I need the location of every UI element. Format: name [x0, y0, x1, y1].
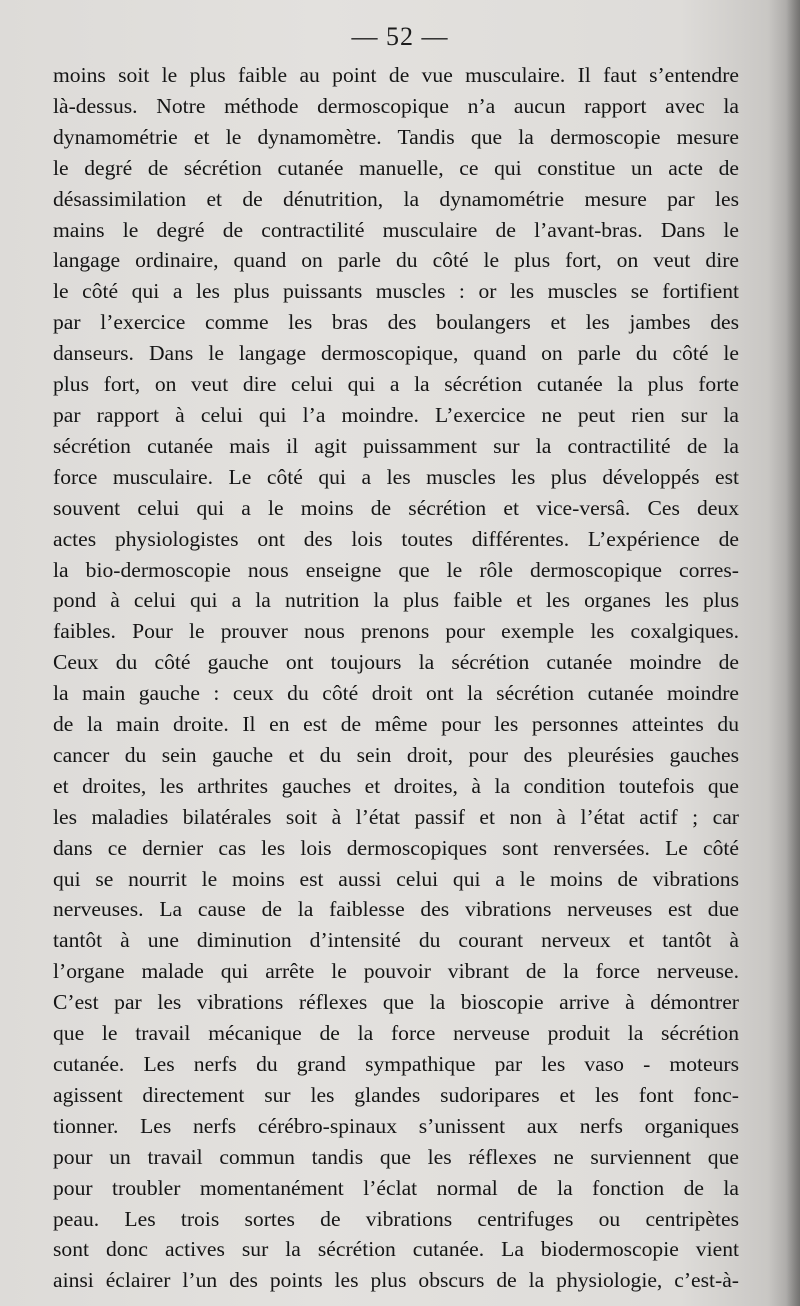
text-line: C’est par les vibrations réflexes que la bioscopie arrive à démontrer	[53, 990, 739, 1015]
text-line: mains le degré de contractilité musculaire de l’avant-bras. Dans le	[53, 217, 739, 242]
text-line: pour un travail commun tandis que les réflexes ne surviennent que	[53, 1144, 739, 1169]
text-line: actes physiologistes ont des lois toutes différentes. L’expérience de	[53, 526, 739, 551]
text-line: sont donc actives sur la sécrétion cutanée. La biodermoscopie vient	[53, 1237, 739, 1262]
text-line: cancer du sein gauche et du sein droit, pour des pleurésies gauches	[53, 742, 739, 767]
text-line: tantôt à une diminution d’intensité du courant nerveux et tantôt à	[53, 928, 739, 953]
text-line: qui se nourrit le moins est aussi celui qui a le moins de vibrations	[53, 866, 739, 891]
text-line: que le travail mécanique de la force nerveuse produit la sécrétion	[53, 1021, 739, 1046]
page-number: — 52 —	[351, 22, 449, 51]
text-line: dans ce dernier cas les lois dermoscopiques sont renversées. Le côté	[53, 835, 739, 860]
page-edge-shadow	[786, 0, 800, 1306]
text-line: souvent celui qui a le moins de sécrétion et vice-versâ. Ces deux	[53, 495, 739, 520]
text-line: force musculaire. Le côté qui a les muscles les plus développés est	[53, 464, 739, 489]
text-line: le côté qui a les plus puissants muscles : or les muscles se fortifient	[53, 279, 739, 304]
text-line: dynamométrie et le dynamomètre. Tandis que la dermoscopie mesure	[53, 124, 739, 149]
text-line: ainsi éclairer l’un des points les plus obscurs de la physiologie, c’est-à-	[53, 1268, 739, 1293]
text-line: langage ordinaire, quand on parle du côté le plus fort, on veut dire	[53, 248, 739, 273]
text-line: les maladies bilatérales soit à l’état passif et non à l’état actif ; car	[53, 804, 739, 829]
text-line: moins soit le plus faible au point de vue musculaire. Il faut s’entendre	[53, 63, 739, 87]
text-line: peau. Les trois sortes de vibrations centrifuges ou centripètes	[53, 1206, 739, 1231]
text-line: désassimilation et de dénutrition, la dynamométrie mesure par les	[53, 186, 739, 211]
text-line: tionner. Les nerfs cérébro-spinaux s’unissent aux nerfs organiques	[53, 1113, 739, 1138]
text-line: agissent directement sur les glandes sudoripares et les font fonc-	[53, 1082, 739, 1107]
text-line: pond à celui qui a la nutrition la plus faible et les organes les plus	[53, 588, 739, 613]
text-line: danseurs. Dans le langage dermoscopique, quand on parle du côté le	[53, 341, 739, 366]
text-line: pour troubler momentanément l’éclat normal de la fonction de la	[53, 1175, 739, 1200]
text-line: Ceux du côté gauche ont toujours la sécrétion cutanée moindre de	[53, 650, 739, 675]
text-line: faibles. Pour le prouver nous prenons pour exemple les coxalgiques.	[53, 619, 739, 644]
text-line: la main gauche : ceux du côté droit ont la sécrétion cutanée moindre	[53, 681, 739, 706]
text-line: le degré de sécrétion cutanée manuelle, ce qui constitue un acte de	[53, 155, 739, 180]
text-line: là-dessus. Notre méthode dermoscopique n’a aucun rapport avec la	[53, 93, 739, 118]
text-line: sécrétion cutanée mais il agit puissamment sur la contractilité de la	[53, 433, 739, 458]
body-text	[53, 60, 739, 1296]
text-line: plus fort, on veut dire celui qui a la sécrétion cutanée la plus forte	[53, 372, 739, 397]
text-line: et droites, les arthrites gauches et droites, à la condition toutefois que	[53, 773, 739, 798]
text-line: par rapport à celui qui l’a moindre. L’exercice ne peut rien sur la	[53, 402, 739, 427]
text-line: nerveuses. La cause de la faiblesse des vibrations nerveuses est due	[53, 897, 739, 922]
text-line: la bio-dermoscopie nous enseigne que le rôle dermoscopique corres-	[53, 557, 739, 582]
text-line: cutanée. Les nerfs du grand sympathique par les vaso - moteurs	[53, 1052, 739, 1076]
text-line: de la main droite. Il en est de même pour les personnes atteintes du	[53, 712, 739, 737]
text-line: par l’exercice comme les bras des boulangers et les jambes des	[53, 310, 739, 335]
text-line: l’organe malade qui arrête le pouvoir vibrant de la force nerveuse.	[53, 959, 739, 984]
